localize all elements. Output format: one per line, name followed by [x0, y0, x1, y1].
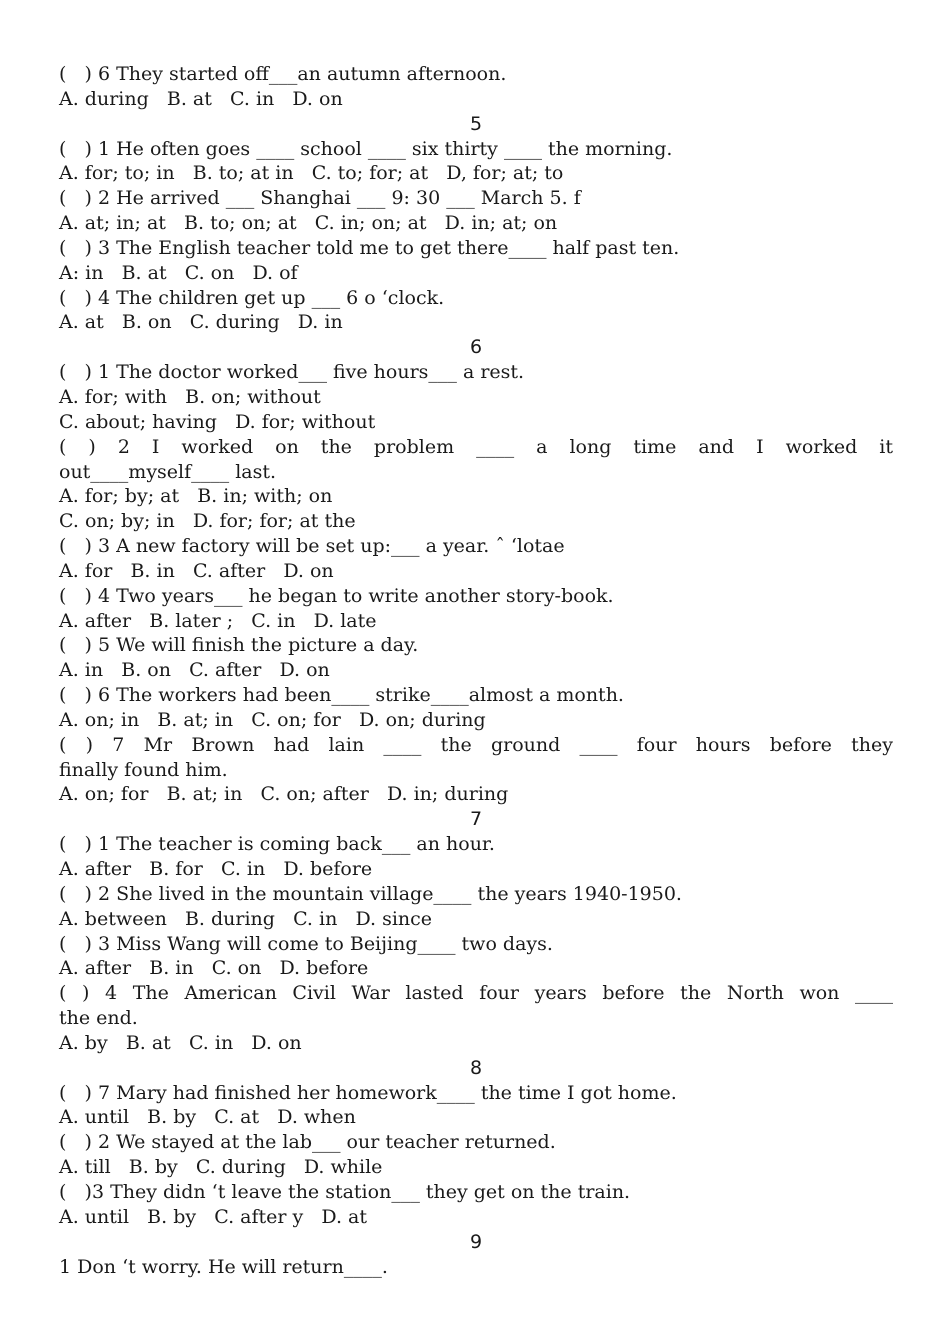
option-line: finally found him. [59, 758, 228, 781]
option-line: A. on; for B. at; in C. on; after D. in; during [59, 783, 509, 806]
option-line: A. until B. by C. at D. when [59, 1106, 356, 1129]
option-line: A. on; in B. at; in C. on; for D. on; during [59, 708, 486, 731]
option-line: A. by B. at C. in D. on [59, 1031, 302, 1054]
question-line: ( ) 2 She lived in the mountain village____ the years 1940-1950. [59, 882, 682, 905]
option-line: A. between B. during C. in D. since [59, 907, 433, 930]
option-line: A. after B. later ; C. in D. late [59, 609, 377, 632]
option-line: A. till B. by C. during D. while [59, 1156, 383, 1179]
question-line: ( ) 2 He arrived ___ Shanghai ___ 9: 30 ___ March 5. f [59, 187, 581, 210]
document-page [59, 62, 893, 1279]
question-line: 1 Don ‘t worry. He will return____. [59, 1255, 388, 1278]
option-line: A. after B. in C. on D. before [59, 957, 369, 980]
option-line: C. about; having D. for; without [59, 410, 376, 433]
question-line: ( )3 They didn ‘t leave the station___ they get on the train. [59, 1180, 631, 1203]
section-number: 5 [469, 112, 483, 135]
question-line: ( ) 4 The American Civil War lasted four years before the North won ____ [59, 982, 893, 1005]
option-line: C. on; by; in D. for; for; at the [59, 510, 356, 533]
question-line: ( ) 3 Miss Wang will come to Beijing____ two days. [59, 932, 553, 955]
question-line: ( ) 4 The children get up ___ 6 o ‘clock. [59, 286, 445, 309]
option-line: A. until B. by C. after y D. at [59, 1205, 367, 1228]
question-line: ( ) 1 The doctor worked___ five hours___ a rest. [59, 361, 525, 384]
question-line: ( ) 5 We will finish the picture a day. [59, 634, 419, 657]
option-line: A. for B. in C. after D. on [59, 559, 334, 582]
option-line: A. in B. on C. after D. on [59, 659, 330, 682]
option-line: A. for; to; in B. to; at in C. to; for; at D, for; at; to [59, 162, 564, 185]
question-line: ( ) 1 The teacher is coming back___ an hour. [59, 833, 495, 856]
question-line: ( ) 7 Mary had finished her homework____ the time I got home. [59, 1081, 677, 1104]
question-line: ( ) 3 The English teacher told me to get there____ half past ten. [59, 236, 680, 259]
option-line: A. during B. at C. in D. on [59, 87, 343, 110]
option-line: A. for; with B. on; without [59, 385, 321, 408]
question-line: ( ) 6 They started off___an autumn afternoon. [59, 63, 507, 85]
option-line: A. after B. for C. in D. before [59, 858, 373, 880]
option-line: A. at; in; at B. to; on; at C. in; on; at D. in; at; on [59, 212, 558, 235]
section-number: 9 [469, 1230, 483, 1253]
option-line: A. at B. on C. during D. in [59, 311, 343, 334]
question-line: ( ) 2 I worked on the problem ____ a long time and I worked it [59, 435, 893, 458]
option-line: the end. [59, 1007, 138, 1030]
question-line: ( ) 1 He often goes ____ school ____ six thirty ____ the morning. [59, 137, 673, 160]
option-line: A: in B. at C. on D. of [59, 261, 298, 284]
option-line: A. for; by; at B. in; with; on [59, 485, 333, 508]
section-number: 7 [469, 808, 483, 831]
question-line: ( ) 2 We stayed at the lab___ our teacher returned. [59, 1131, 556, 1154]
question-line: ( ) 3 A new factory will be set up:___ a year. ˆ ‘lotae [59, 535, 565, 558]
option-line: out____myself____ last. [59, 460, 277, 483]
question-line: ( ) 6 The workers had been____ strike____almost a month. [59, 684, 624, 707]
section-number: 6 [469, 336, 483, 359]
question-line: ( ) 7 Mr Brown had lain ____ the ground ____ four hours before they [59, 733, 893, 756]
question-line: ( ) 4 Two years___ he began to write another story-book. [59, 584, 614, 607]
section-number: 8 [469, 1056, 483, 1079]
